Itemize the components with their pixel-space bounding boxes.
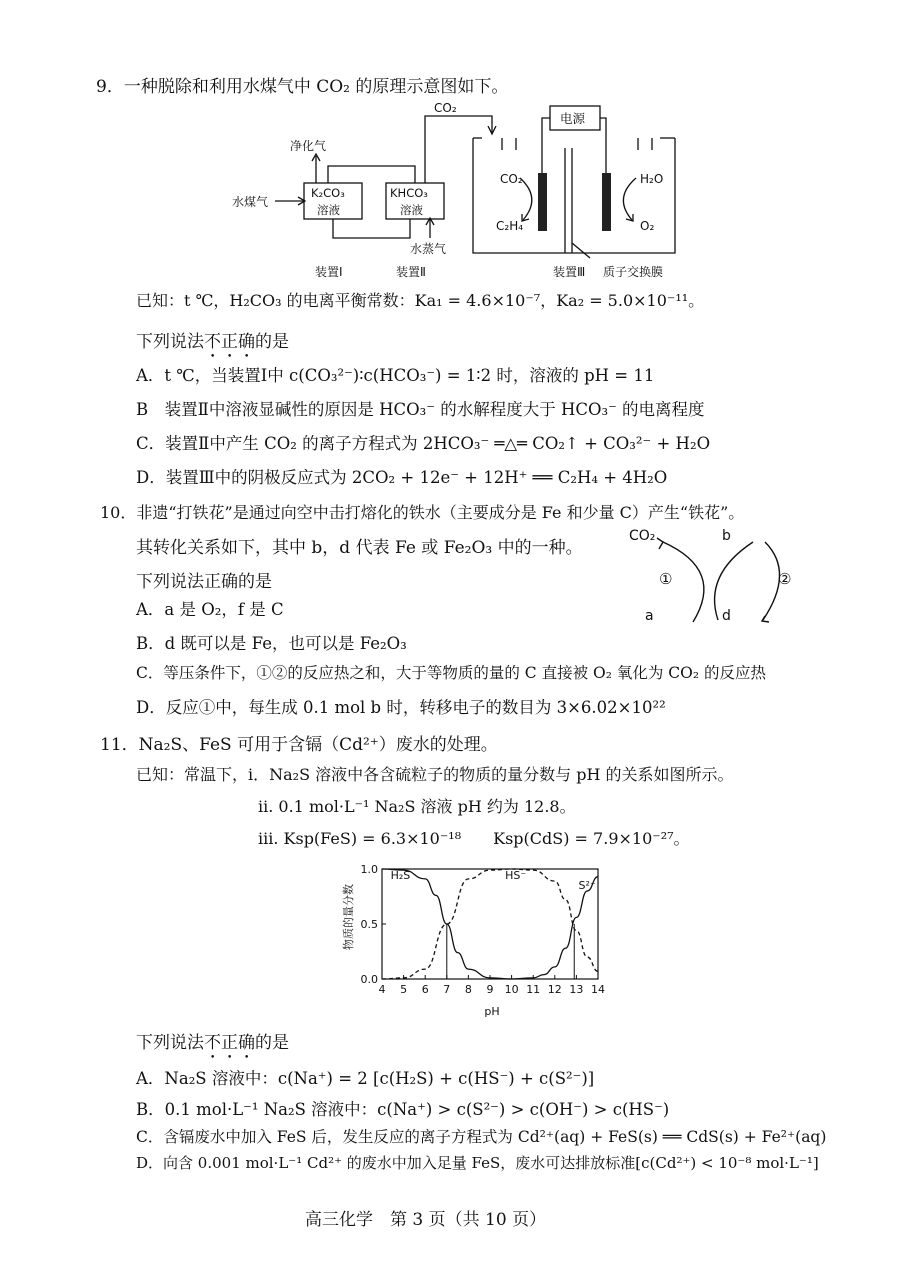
q11-known-iii: iii. Ksp(FeS) = 6.3×10⁻¹⁸ Ksp(CdS) = 7.9×10⁻²⁷。 [258,829,690,848]
q9-stem: 9．一种脱除和利用水煤气中 CO₂ 的原理示意图如下。 [96,77,509,97]
s2-curve [512,877,598,979]
svg-text:装置Ⅲ: 装置Ⅲ [553,265,586,279]
q9-option-b: B 装置Ⅱ中溶液显碱性的原因是 HCO₃⁻ 的水解程度大于 HCO₃⁻ 的电离程度 [136,400,705,419]
svg-text:溶液: 溶液 [400,203,423,217]
x-tick-label: 9 [486,983,494,996]
cycle-arc-2 [715,542,753,620]
x-axis-label: pH [484,1005,500,1018]
svg-text:①: ① [659,570,673,588]
svg-text:水煤气: 水煤气 [232,195,269,209]
svg-text:CO₂: CO₂ [434,101,457,115]
q9-ask: 下列说法不正确的是 [136,332,289,352]
svg-text:装置Ⅱ: 装置Ⅱ [396,265,426,279]
q11-ask: 下列说法不正确的是 [136,1033,289,1053]
q11-option-c: C．含镉废水中加入 FeS 后，发生反应的离子方程式为 Cd²⁺(aq) + FeS(s) ══ CdS(s) + Fe²⁺(aq) [136,1128,827,1146]
q10-stem2: 其转化关系如下，其中 b，d 代表 Fe 或 Fe₂O₃ 中的一种。 [136,538,583,558]
x-tick-label: 10 [504,983,519,996]
anode [602,173,611,231]
q9-option-a: A．t ℃，当装置Ⅰ中 c(CO₃²⁻)∶c(HCO₃⁻) = 1∶2 时，溶液的 pH = 11 [136,366,655,385]
q10-option-b: B．d 既可以是 Fe，也可以是 Fe₂O₃ [136,634,407,653]
x-tick-label: 12 [547,983,562,996]
x-tick-label: 7 [443,983,451,996]
q9-option-c: C．装置Ⅱ中产生 CO₂ 的离子方程式为 2HCO₃⁻ ═△═ CO₂↑ + CO₃²⁻ + H₂O [136,434,711,453]
svg-text:溶液: 溶液 [317,203,340,217]
x-tick-label: 6 [421,983,429,996]
y-tick-label: 0.5 [360,918,378,931]
y-axis-label: 物质的量分数 [342,884,355,950]
y-tick-label: 1.0 [360,863,378,876]
x-tick-label: 11 [526,983,541,996]
svg-text:KHCO₃: KHCO₃ [390,186,428,200]
q10-option-c: C．等压条件下，①②的反应热之和，大于等物质的量的 C 直接被 O₂ 氧化为 CO₂ 的反应热 [136,664,766,682]
s2-label: S²⁻ [578,878,596,892]
svg-text:a: a [645,608,654,624]
svg-text:O₂: O₂ [640,219,655,233]
cathode [538,173,547,231]
q11-known-ii: ii. 0.1 mol·L⁻¹ Na₂S 溶液 pH 约为 12.8。 [258,797,576,816]
q11-option-d: D．向含 0.001 mol·L⁻¹ Cd²⁺ 的废水中加入足量 FeS，废水可达排放标准[c(Cd²⁺) < 10⁻⁸ mol·L⁻¹] [136,1154,819,1172]
svg-text:CO₂: CO₂ [500,172,523,186]
svg-text:电源: 电源 [560,111,586,126]
x-tick-label: 4 [378,983,386,996]
q11-option-a: A．Na₂S 溶液中：c(Na⁺) = 2 [c(H₂S) + c(HS⁻) + c(S²⁻)] [136,1069,595,1088]
x-tick-label: 8 [464,983,472,996]
h2s-label: H₂S [390,869,411,882]
plot-frame [382,869,598,979]
q10-cycle-diagram [615,520,815,630]
hs-label: HS⁻ [505,869,527,882]
svg-text:②: ② [778,570,792,588]
x-tick-label: 5 [400,983,408,996]
svg-text:质子交换膜: 质子交换膜 [603,265,664,279]
species-fraction-chart [330,855,620,1025]
q11-stem: 11．Na₂S、FeS 可用于含镉（Cd²⁺）废水的处理。 [100,735,498,755]
x-tick-label: 13 [569,983,584,996]
q10-option-a: A．a 是 O₂，f 是 C [136,600,284,619]
svg-text:b: b [722,528,731,544]
hs-curve [382,869,598,979]
x-tick-label: 14 [591,983,605,996]
svg-text:装置Ⅰ: 装置Ⅰ [315,265,343,279]
svg-text:CO₂: CO₂ [629,528,656,544]
svg-text:C₂H₄: C₂H₄ [496,219,524,233]
q10-ask: 下列说法正确的是 [136,572,272,592]
q11-option-b: B．0.1 mol·L⁻¹ Na₂S 溶液中：c(Na⁺) > c(S²⁻) > c(OH⁻) > c(HS⁻) [136,1100,670,1119]
q9-known: 已知：t ℃，H₂CO₃ 的电离平衡常数：Ka₁ = 4.6×10⁻⁷，Ka₂ = 5.0×10⁻¹¹。 [136,291,705,310]
q10-option-d: D．反应①中，每生成 0.1 mol b 时，转移电子的数目为 3×6.02×10²² [136,698,666,717]
svg-text:d: d [722,608,731,624]
svg-text:净化气: 净化气 [290,139,327,153]
page-footer: 高三化学 第 3 页（共 10 页） [305,1210,547,1230]
y-tick-label: 0.0 [360,973,378,986]
svg-text:K₂CO₃: K₂CO₃ [311,186,345,200]
svg-text:H₂O: H₂O [640,172,664,186]
q10-stem: 10．非遗“打铁花”是通过向空中击打熔化的铁水（主要成分是 Fe 和少量 C）产生“铁花”。 [100,503,745,522]
svg-text:水蒸气: 水蒸气 [410,242,447,256]
q9-diagram [220,98,700,283]
q11-known-i: 已知：常温下，i．Na₂S 溶液中各含硫粒子的物质的量分数与 pH 的关系如图所示。 [136,765,734,784]
q9-option-d: D．装置Ⅲ中的阴极反应式为 2CO₂ + 12e⁻ + 12H⁺ ══ C₂H₄ + 4H₂O [136,468,668,487]
